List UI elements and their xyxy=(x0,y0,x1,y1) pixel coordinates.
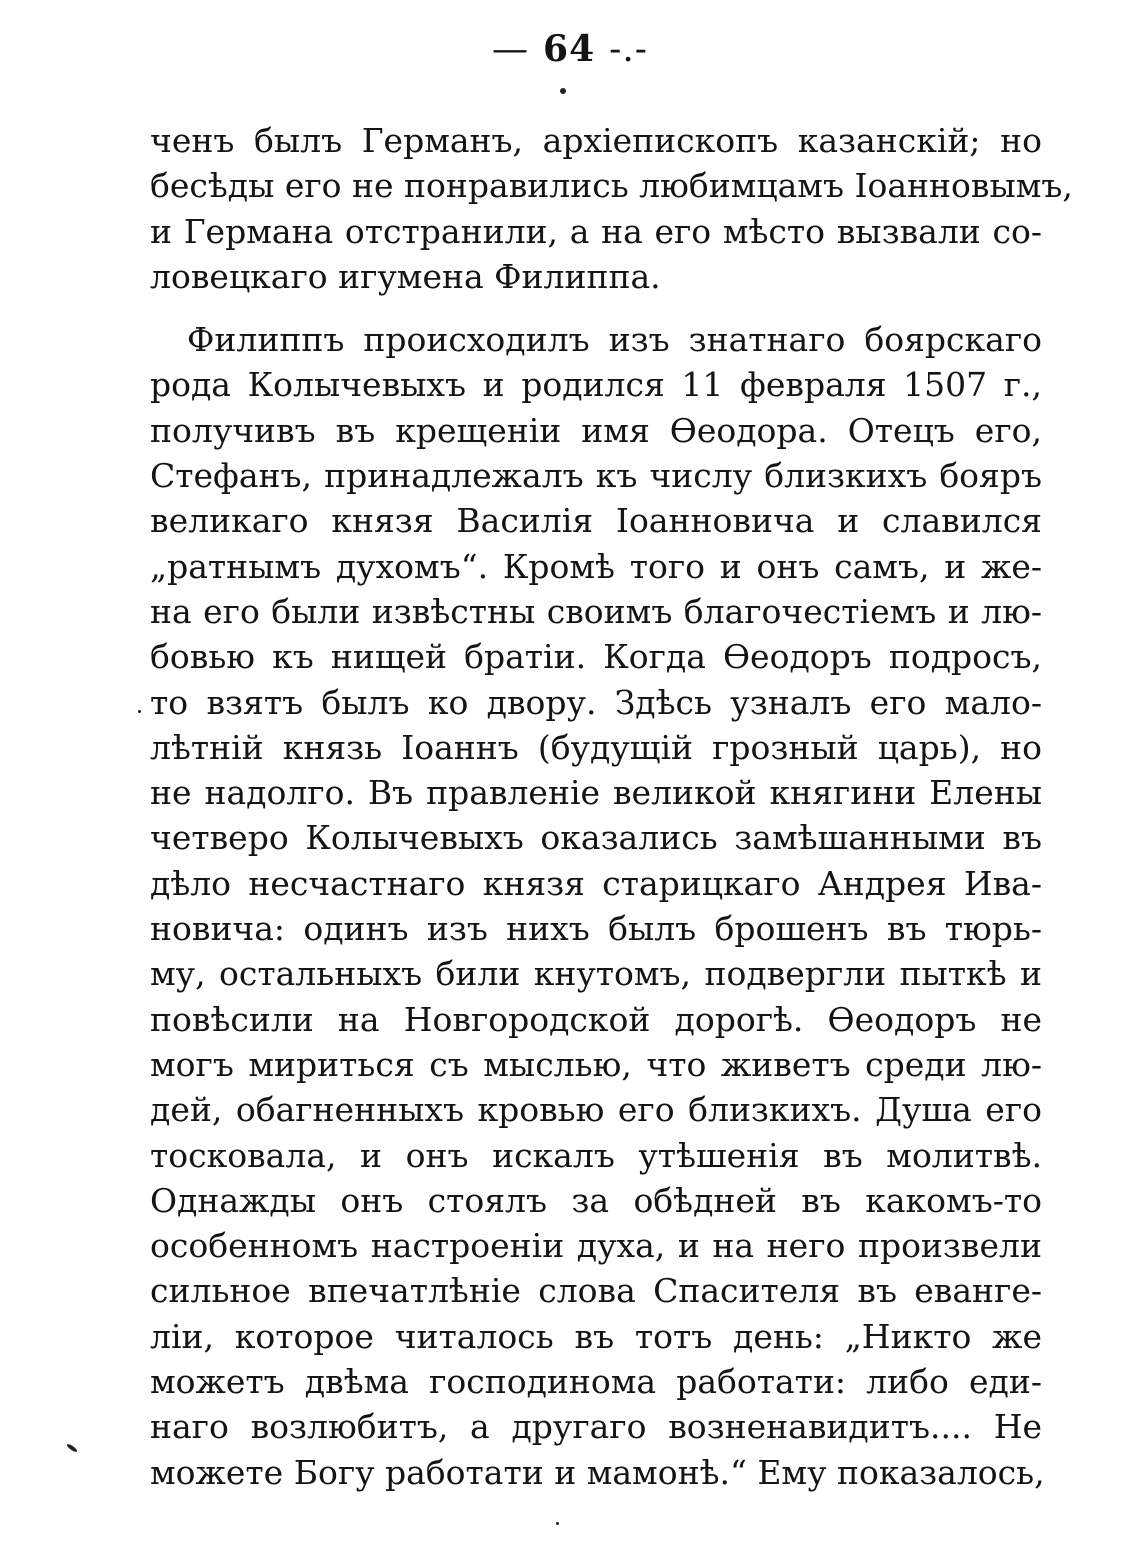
text-line: му, остальныхъ били кнутомъ, подвергли пыткѣ и xyxy=(150,954,1042,994)
header-dash-left: — xyxy=(492,29,530,70)
text-line: великаго князя Василія Іоанновича и славился xyxy=(150,501,1042,541)
paragraph-1 xyxy=(150,118,1073,299)
text-line: дѣло несчастнаго князя старицкаго Андрея Ива- xyxy=(150,863,1042,903)
text-line: лѣтній князь Іоаннъ (будущій грозный царь), но xyxy=(150,727,1042,767)
text-line: могъ мириться съ мыслью, что живетъ среди лю- xyxy=(150,1044,1042,1084)
text-line: не надолго. Въ правленіе великой княгини Елены xyxy=(150,773,1042,813)
print-speck xyxy=(66,1443,78,1453)
print-speck xyxy=(138,710,141,713)
print-speck xyxy=(556,1522,559,1525)
text-line: тосковала, и онъ искалъ утѣшенія въ молитвѣ. xyxy=(150,1135,1042,1175)
text-line: особенномъ настроеніи духа, и на него произвели xyxy=(150,1226,1042,1266)
text-line: сильное впечатлѣніе слова Спасителя въ еванге- xyxy=(150,1271,1042,1311)
text-line: ліи, которое читалось въ тотъ день: „Никто же xyxy=(150,1316,1042,1356)
text-line: ловецкаго игумена Филиппа. xyxy=(150,256,661,296)
text-line: наго возлюбитъ, а другаго возненавидитъ.... Не xyxy=(150,1407,1042,1447)
text-line: четверо Колычевыхъ оказались замѣшанными въ xyxy=(150,818,1042,858)
text-line: можете Богу работати и мамонѣ.“ Ему показалось, xyxy=(150,1452,1045,1492)
text-line: то взятъ былъ ко двору. Здѣсь узналъ его мало- xyxy=(150,682,1042,722)
paragraph-2 xyxy=(150,317,1045,1495)
text-line: на его были извѣстны своимъ благочестіемъ и лю- xyxy=(150,591,1042,631)
text-line: Однажды онъ стоялъ за обѣдней въ какомъ-то xyxy=(150,1180,1042,1220)
text-line: бовью къ нищей братіи. Когда Ѳеодоръ подросъ, xyxy=(150,637,1042,677)
text-line: повѣсили на Новгородской дорогѣ. Ѳеодоръ не xyxy=(150,999,1042,1039)
text-line: можетъ двѣма господинома работати: либо еди- xyxy=(150,1362,1042,1402)
text-line: ченъ былъ Германъ, архіепископъ казанскій; но xyxy=(150,121,1042,160)
text-line: Стефанъ, принадлежалъ къ числу близкихъ бояръ xyxy=(150,456,1042,496)
text-line: рода Колычевыхъ и родился 11 февраля 1507 г., xyxy=(150,365,1042,405)
text-line: Филиппъ происходилъ изъ знатнаго боярскаго xyxy=(187,320,1042,360)
print-speck xyxy=(560,88,566,94)
header-dash-right: -.- xyxy=(609,29,648,70)
body-text xyxy=(150,118,1073,1495)
text-line: получивъ въ крещеніи имя Ѳеодора. Отецъ его, xyxy=(150,410,1042,450)
text-line: бесѣды его не понравились любимцамъ Іоанновымъ, xyxy=(150,166,1073,206)
paragraph-gap xyxy=(150,299,1042,317)
text-line: „ратнымъ духомъ“. Кромѣ того и онъ самъ, и же- xyxy=(150,546,1042,586)
page-number-header xyxy=(0,28,1140,70)
page-number: 64 xyxy=(543,28,596,70)
text-line: дей, обагненныхъ кровью его близкихъ. Душа его xyxy=(150,1090,1042,1130)
text-line: новича: одинъ изъ нихъ былъ брошенъ въ тюрь- xyxy=(150,909,1042,949)
text-line: и Германа отстранили, а на его мѣсто вызвали со- xyxy=(150,211,1042,251)
